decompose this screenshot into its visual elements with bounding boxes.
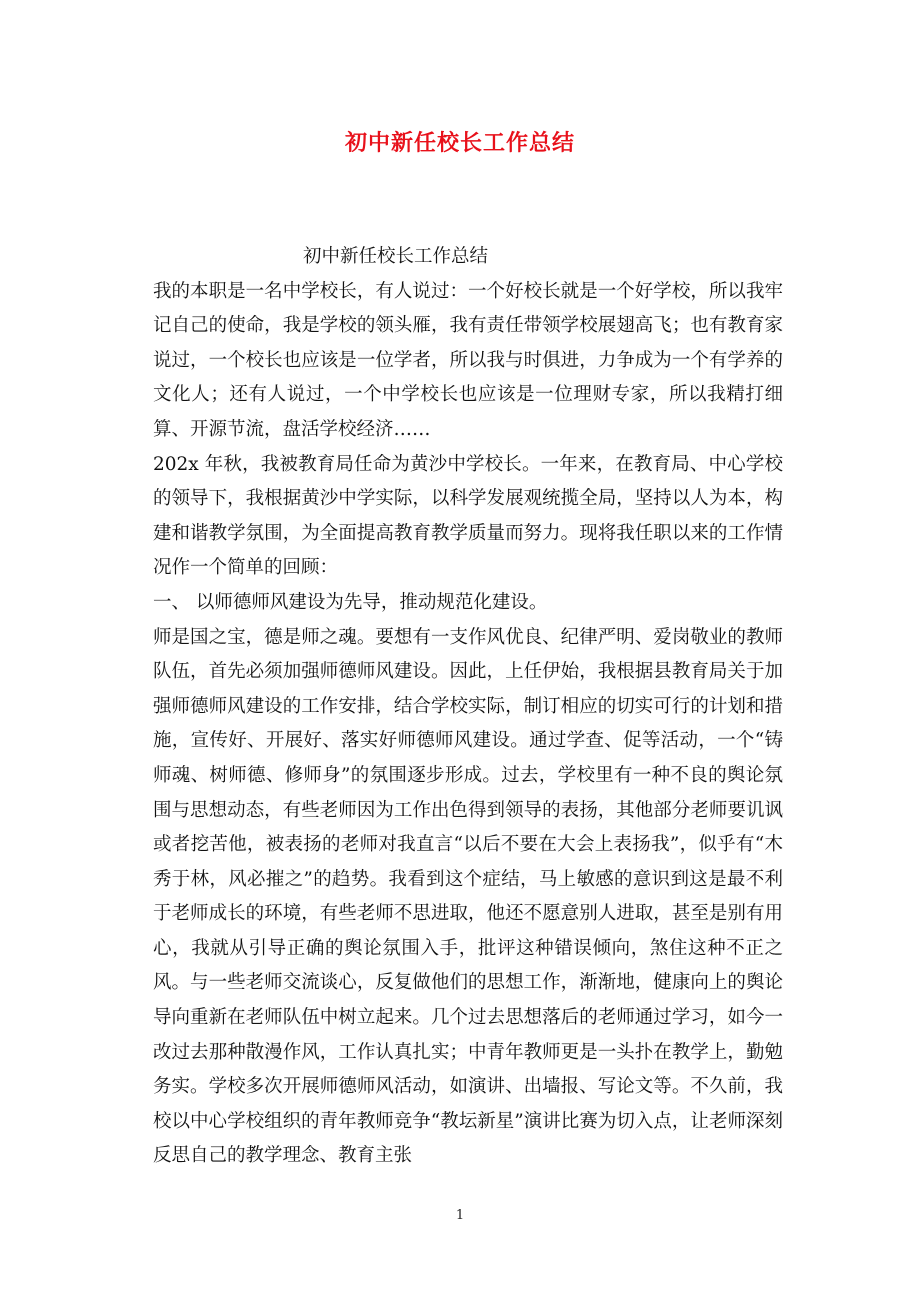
paragraph-teacher-ethics: 师是国之宝，德是师之魂。要想有一支作风优良、纪律严明、爱岗敬业的教师队伍，首先必须加强师德师风建设。因此，上任伊始，我根据县教育局关于加强师德师风建设的工作安排，结合学校实际，制订相应的切实可行的计划和措施，宣传好、开展好、落实好师德师风建设。通过学查、促等活动，一个“铸师魂、树师德、修师身”的氛围逐步形成。过去，学校里有一种不良的舆论氛围与思想动态，有些老师因为工作出色得到领导的表扬，其他部分老师要讥讽或者挖苦他，被表扬的老师对我直言“以后不要在大会上表扬我”，似乎有“木秀于林，风必摧之”的趋势。我看到这个症结，马上敏感的意识到这是最不利于老师成长的环境，有些老师不思进取，他还不愿意别人进取，甚至是别有用心，我就从引导正确的舆论氛围入手，批评这种错误倾向，煞住这种不正之风。与一些老师交流谈心，反复做他们的思想工作，渐渐地，健康向上的舆论导向重新在老师队伍中树立起来。几个过去思想落后的老师通过学习，如今一改过去那种散漫作风，工作认真扎实；中青年教师更是一头扑在教学上，勤勉务实。学校多次开展师德师风活动，如演讲、出墙报、写论文等。不久前，我校以中心学校组织的青年教师竞争“教坛新星”演讲比赛为切入点，让老师深刻反思自己的教学理念、教育主张: [153, 626, 783, 1167]
document-body: [153, 240, 783, 1174]
section-heading-1: 一、 以师德师风建设为先导，推动规范化建设。: [153, 591, 548, 613]
document-subtitle: 初中新任校长工作总结: [303, 246, 489, 267]
paragraph-background: 202x 年秋，我被教育局任命为黄沙中学校长。一年来，在教育局、中心学校的领导下，我根据黄沙中学实际，以科学发展观统揽全局，坚持以人为本，构建和谐教学氛围，为全面提高教育教学质量而努力。现将我任职以来的工作情况作一个简单的回顾：: [153, 453, 783, 579]
page-number: 1: [455, 1208, 465, 1223]
paragraph-intro: 我的本职是一名中学校长，有人说过：一个好校长就是一个好学校，所以我牢记自己的使命，我是学校的领头雁，我有责任带领学校展翅高飞；也有教育家说过，一个校长也应该是一位学者，所以我与时俱进，力争成为一个有学养的文化人；还有人说过，一个中学校长也应该是一位理财专家，所以我精打细算、开源节流，盘活学校经济……: [153, 280, 783, 440]
document-title: 初中新任校长工作总结: [344, 130, 575, 156]
